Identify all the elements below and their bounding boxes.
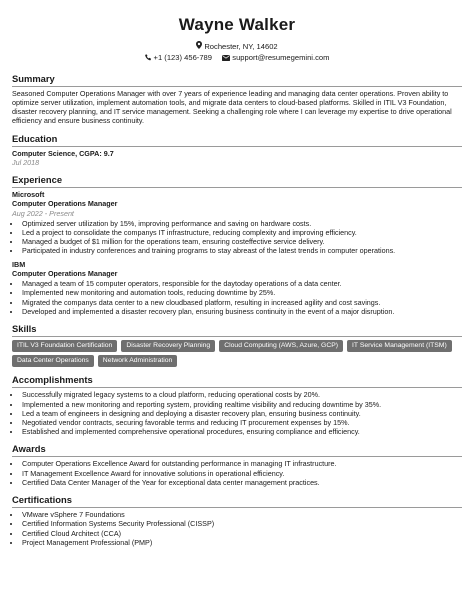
job-bullets [12,279,462,316]
certifications-section [12,494,462,547]
list-item: • Developed and implemented a disaster recovery plan, ensuring business continuity in the event of a major disruption. [21,307,462,316]
job-date: Aug 2022 - Present [12,208,74,218]
skill-tag: Network Administration [98,355,178,367]
location-line [12,41,462,53]
skill-tag: Disaster Recovery Planning [121,340,215,352]
skill-tag: IT Service Management (ITSM) [347,340,452,352]
list-item: • Negotiated vendor contracts, securing favorable terms and reducing IT procurement expenses by 15%. [21,418,462,427]
job-role: Computer Operations Manager [12,199,118,209]
list-item: • Managed a team of 15 computer operators, responsible for the daytoday operations of a data center. [21,279,462,288]
location-text: Rochester, NY, 14602 [204,41,278,51]
envelope-icon [222,53,230,64]
awards-heading: Awards [12,443,46,455]
summary-section [12,73,462,126]
certifications-divider [12,507,462,508]
list-item: • Certified Data Center Manager of the Year for exceptional data center management practices. [21,478,462,487]
skills-tags [12,340,462,367]
job-role: Computer Operations Manager [12,268,118,278]
awards-divider [12,456,462,457]
skill-tag: Cloud Computing (AWS, Azure, GCP) [219,340,343,352]
list-item: • Participated in industry conferences and training programs to stay abreast of the latest trends in computer operations. [21,246,462,255]
summary-text: Seasoned Computer Operations Manager with over 7 years of experience leading and managing data center operations. Proven ability to optimize server utilization, implement automation tools, and migrate data centers to cloud-based platforms. Skilled in ITIL V3 Foundation, disaster recovery planning, and IT service management. Seeking a challenging role where I can leverage my expertise to drive operational efficiency and ensure business continuity. [12,88,452,126]
phone-text[interactable]: +1 (123) 456-789 [153,53,213,63]
certifications-heading: Certifications [12,494,72,506]
list-item: • Led a project to consolidate the companys IT infrastructure, reducing complexity and improving efficiency. [21,228,462,237]
list-item: • Migrated the companys data center to a new cloudbased platform, resulting in increased agility and cost savings. [21,298,462,307]
skills-divider [12,336,462,337]
awards-section [12,443,462,487]
candidate-name: Wayne Walker [178,15,296,34]
job-entry [12,190,462,256]
list-item: • Certified Cloud Architect (CCA) [21,529,462,538]
skills-section [12,323,462,367]
education-date: Jul 2018 [12,157,40,167]
list-item: • Optimized server utilization by 15%, improving performance and saving on hardware costs. [21,219,462,228]
list-item: • Managed a budget of $1 million for the operations team, ensuring costeffective service delivery. [21,237,462,246]
email-text[interactable]: support@resumegemini.com [232,53,330,63]
contact-details [12,52,462,64]
certifications-list [12,510,462,547]
list-item: • Computer Operations Excellence Award for outstanding performance in managing IT infrastructure. [21,459,462,468]
experience-heading: Experience [12,174,63,186]
education-divider [12,146,462,147]
awards-list [12,459,462,487]
list-item: • Implemented new monitoring and automation tools, reducing downtime by 25%. [21,288,462,297]
accomplishments-heading: Accomplishments [12,374,93,386]
job-entry [12,260,462,316]
experience-divider [12,187,462,188]
summary-divider [12,86,462,87]
list-item: • Certified Information Systems Security Professional (CISSP) [21,519,462,528]
job-bullets [12,219,462,256]
list-item: • Successfully migrated legacy systems to a cloud platform, reducing operational costs by 20%. [21,390,462,399]
accomplishments-divider [12,387,462,388]
education-section [12,133,462,167]
skill-tag: ITIL V3 Foundation Certification [12,340,117,352]
list-item: • VMware vSphere 7 Foundations [21,510,462,519]
skills-heading: Skills [12,322,37,334]
experience-section [12,174,462,316]
list-item: • Established and implemented comprehensive operational procedures, ensuring compliance and efficiency. [21,427,462,436]
job-company: Microsoft [12,190,45,200]
job-company: IBM [12,259,26,269]
accomplishments-section [12,374,462,436]
education-degree: Computer Science, CGPA: 9.7 [12,148,114,158]
map-pin-icon [196,41,202,52]
phone-icon [145,53,152,64]
skill-tag: Data Center Operations [12,355,94,367]
list-item: • Implemented a new monitoring and reporting system, providing realtime visibility and reducing downtime by 35%. [21,400,462,409]
accomplishments-list [12,390,462,436]
list-item: • IT Management Excellence Award for innovative solutions in operational efficiency. [21,469,462,478]
education-heading: Education [12,132,58,144]
list-item: • Project Management Professional (PMP) [21,538,462,547]
summary-heading: Summary [12,72,55,84]
list-item: • Led a team of engineers in designing and deploying a disaster recovery plan, ensuring business continuity. [21,409,462,418]
